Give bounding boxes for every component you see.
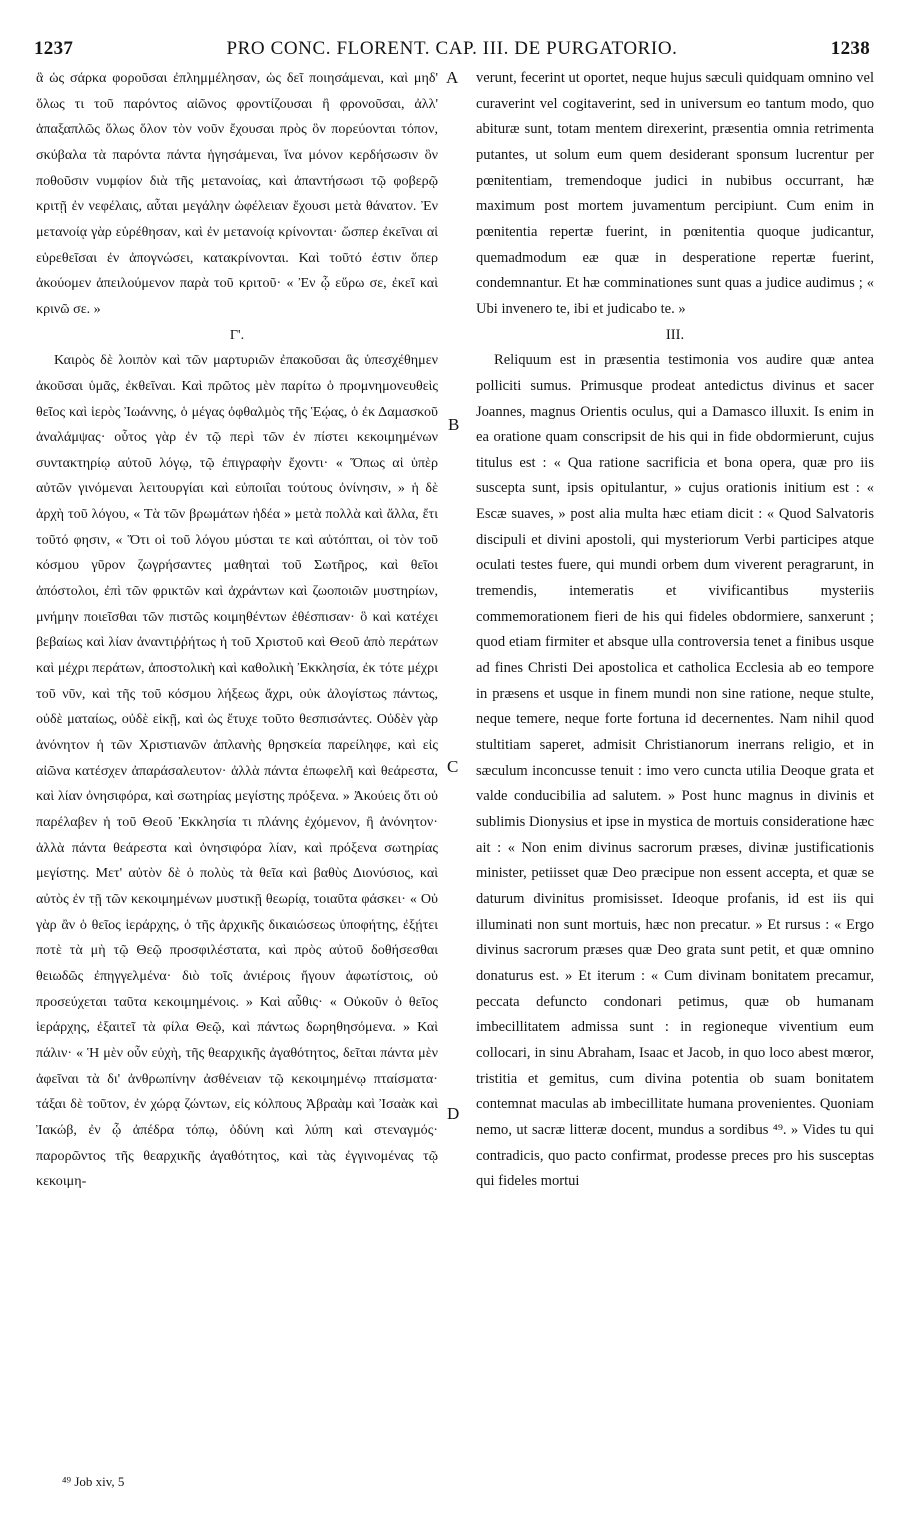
- margin-letter-b: B: [448, 415, 460, 434]
- latin-section-heading: III.: [665, 326, 685, 343]
- page-number-left: 1237: [34, 38, 74, 59]
- margin-letter-d: D: [447, 1104, 460, 1123]
- latin-paragraph-2: Reliquum est in præsentia testimonia vos audire quæ antea polliciti sumus. Primusque prodeat antedictus divinus et sacer Joannes, magnus Orientis oculus, qui a Damasco illuxit. Is enim in ea oratione quam conscripsit de his qui in fide obdormierunt, cujus titulus est : « Qua ratione sacrificia et bona opera, quæ pro iis suscepta sunt, ipsis opitulantur, » cujus orationis initium est : « Escæ suaves, » post alia multa hæc etiam dicit : « Quod Salvatoris discipuli et divini apostoli, qui mysteriorum Verbi participes atque oculati testes fuere, qui mundi orbem dum viverent peragrarunt, in tremendis, intemeratis et vivificantibus mysteriis commemorationem fieri de his qui fideles obdormiere, sanxerunt ; quod etiam firmiter et absque ulla controversia tenet a finibus usque ad fines Christi Dei apostolica et catholica Ecclesia ab eo tempore in præsens et usque in finem mundi non sine ratione, neque stulte, neque temere, neque forte fortuna id decernentes. Nam nihil quod stultitiam saperet, admisit Christianorum inerrans religio, et in sæculum inconcusse tenuit : imo vero cuncta utilia Deoque grata et valde conducibilia ad salutem. » Post hunc magnus in divinis et sublimis Dionysius et ipse in mystica de mortuis consideratione hæc ait : « Non enim divinus sacrorum præses, divinæ justificationis minister, petiisset quæ Deo præcipue non essent accepta, et quæ se daturum divinitus promisisset. Ideoque profanis, id est iis qui illuminati non sunt mortuis, hæc non precatur. » Et rursus : « Ergo divinus sacrorum præses quæ Deo grata sunt petit, et quæ omnino donaturus est. » Et iterum : « Cum divinam bonitatem precamur, peccata defuncto condonari petimus, quæ ob humanam imbecillitatem admissa sunt : in regioneque viventium eum collocari, in sinu Abraham, Isaac et Jacob, in quo loco abest mœror, tristitia et gemitus, cum divina potentia ob suam bonitatem contemnat maculas ab imbecillitate humana provenientes. Quoniam nemo, ut sacræ litteræ docent, mundus a sordibus ⁴⁹. » Vides tu qui contradicis, quo pacto confirmat, prodesse preces pro his susceptas qui fideles mortui: [476, 352, 874, 1190]
- greek-column: [36, 66, 438, 1195]
- greek-paragraph-2: Καιρὸς δὲ λοιπὸν καὶ τῶν μαρτυριῶν ἐπακοῦσαι ἃς ὑπεσχέθημεν ἀκοῦσαι ὑμᾶς, ἐκθεῖναι. Καὶ πρῶτος μὲν παρίτω ὁ προμνημονευθεὶς θεῖος καὶ ἱερὸς Ἰωάννης, ὁ μέγας ὀφθαλμὸς τῆς Ἑῴας, ὁ ἐκ Δαμασκοῦ ἀναλάμψας· οὗτος γὰρ ἐν τῷ περὶ τῶν ἐν πίστει κεκοιμημένων συντακτηρίῳ αὐτοῦ λόγῳ, τῷ ἐπιγραφὴν ἔχοντι· « Ὅπως αἱ ὑπὲρ αὐτῶν γινόμεναι λειτουργίαι καὶ εὐποιΐαι τούτους ὀνίνησιν, » ἡ δὲ ἀρχὴ τοῦ λόγου, « Τὰ τῶν βρωμάτων ἡδέα » μετὰ πολλὰ καὶ ἄλλα, ἔτι τοῦτό φησιν, « Ὅτι οἱ τοῦ λόγου μύσται τε καὶ αὐτόπται, οἱ τὸν τοῦ κόσμου γῦρον ζωγρήσαντες μαθηταὶ τοῦ Σωτῆρος, καὶ θεῖοι ἀπόστολοι, ἐπὶ τῶν φρικτῶν καὶ ἀχράντων καὶ ζωοποιῶν μυστηρίων, μνήμην ποιεῖσθαι τῶν πιστῶς κοιμηθέντων ἐθέσπισαν· ὃ καὶ κατέχει βεβαίως καὶ λίαν ἀναντιῤῥήτως ἡ τοῦ Χριστοῦ καὶ Θεοῦ ἀπὸ περάτων καὶ μέχρι περάτων, ἀποστολικὴ καὶ καθολικὴ Ἐκκλησία, ἐκ τότε μέχρι τοῦ νῦν, καὶ τῆς τοῦ κόσμου λήξεως ἄχρι, οὐκ ἀλογίστως πάντως, οὐδὲ ματαίως, οὐδὲ εἰκῇ, καὶ ὡς ἔτυχε τοῦτο θεσπισάντες. Οὐδὲν γὰρ ἀνόνητον ἡ τῶν Χριστιανῶν ἀπλανὴς θρησκεία παρείληφε, καὶ εἰς αἰῶνα κατέσχεν ἀπαράσαλευτον· ἀλλὰ πάντα ἐπωφελῆ καὶ θεάρεστα, καὶ λίαν ὀνησιφόρα, καὶ σωτηρίας μεγίστης πρόξενα. » Ἀκούεις ὅτι οὐ παρέλαβεν ἡ τοῦ Θεοῦ Ἐκκλησία τι πλάνης ἐχόμενον, ἢ ἀνόνητον· ἀλλὰ πάντα θεάρεστα καὶ ὀνησιφόρα λίαν, καὶ πρόξενα σωτηρίας μεγίστης. Μετ' αὐτὸν δὲ ὁ πολὺς τὰ θεῖα καὶ βαθὺς Διονύσιος, καὶ αὐτὸς ἐν τῇ τῶν κεκοιμημένων μυστικῇ θεωρίᾳ, τοιαῦτα φάσκει· « Οὐ γὰρ ἂν ὁ θεῖος ἱεράρχης, ὁ τῆς ἀρχικῆς δικαιώσεως ὑποφήτης, ἐξῄτει ποτὲ τὰ μὴ τῷ Θεῷ προσφιλέστατα, καὶ πρὸς αὐτοῦ δοθήσεσθαι θειωδῶς ἐπηγγελμένα· διὸ τοῖς ἀνιέροις ἤγουν ἀφωτίστοις, οὐ προσεύχεται ταῦτα κεκοιμημένοις. » Καὶ αὖθις· « Οὐκοῦν ὁ θεῖος ἱεράρχης, ἐξαιτεῖ τὰ φίλα Θεῷ, καὶ πάντως δωρηθησόμενα. » Καὶ πάλιν· « Ἡ μὲν οὖν εὐχὴ, τῆς θεαρχικῆς ἀγαθότητος, δεῖται πάντα μὲν ἀφεῖναι τὰ δι' ἀνθρωπίνην ἀσθένειαν τῷ κεκοιμημένῳ πταίσματα· τάξαι δὲ τοῦτον, ἐν χώρᾳ ζώντων, εἰς κόλπους Ἀβραὰμ καὶ Ἰσαὰκ καὶ Ἰακώβ, ἐν ᾧ ἀπέδρα τόπῳ, ὀδύνη καὶ λύπη καὶ στεναγμός· παρορῶντος τῆς θεαρχικῆς ἀγαθότητος, καὶ τὰς ἐγγινομένας τῷ κεκοιμη-: [36, 352, 438, 1190]
- latin-column: [476, 66, 874, 1195]
- footnote: ⁴⁹ Job xiv, 5: [62, 1474, 125, 1489]
- margin-letter-c: C: [447, 757, 459, 776]
- running-header: [34, 34, 870, 64]
- margin-letter-a: A: [446, 68, 459, 87]
- greek-section-heading: Γ'.: [229, 326, 245, 343]
- running-title: PRO CONC. FLORENT. CAP. III. DE PURGATORIO.: [226, 38, 678, 59]
- page-number-right: 1238: [830, 38, 870, 59]
- greek-paragraph-1: ἃ ὡς σάρκα φοροῦσαι ἐπλημμέλησαν, ὡς δεῖ ποιησάμεναι, καὶ μηδ' ὅλως τι τοῦ παρόντος αἰῶνος φροντίζουσαι ἢ φρονοῦσαι, ἀλλ' ἁπαξαπλῶς ὅλως ὅλον τὸν νοῦν ἔχουσαι πρὸς ὃν πορεύονται τόπον, σκύβαλα τὰ παρόντα πάντα ἡγησάμεναι, ἵνα μόνον κερδήσωσιν ὃν ποθοῦσιν νυμφίον διὰ τῆς μετανοίας, καὶ ἀπαντήσωσι τῷ φοβερῷ κριτῇ ἐν νεφέλαις, αὗται μεγάλην ὠφέλειαν ἔχουσι μετὰ θάνατον. Ἐν μετανοίᾳ γὰρ εὑρέθησαν, καὶ ἐν μετανοίᾳ κρίνονται· ὥσπερ ἐκεῖναι αἱ εὑρεθεῖσαι ἐν ἀπογνώσει, κατακρίνονται. Καὶ τοῦτό ἐστιν ὅπερ ἀκούομεν ἀπειλούμενον παρὰ τοῦ κριτοῦ· « Ἐν ᾧ εὕρω σε, ἐκεῖ καὶ κρινῶ σε. »: [36, 70, 438, 317]
- latin-paragraph-1: verunt, fecerint ut oportet, neque hujus sæculi quidquam omnino vel curaverint vel cogitaverint, sed in universum eo tantum modo, quo abituræ sunt, totam mentem direxerint, præsentia omnia retrimenta putantes, ut solum eum quem desiderant sponsum lucrentur per pœnitentiam, tremendoque judici in nubibus occurrant, hæ maximum post mortem juvamentum percipiunt. Cum enim in pœnitentia repertæ fuerint, in pœnitentia quoque judicantur, quemadmodum eæ quæ in desperatione repertæ fuerint, condemnantur. Et hæ comminationes sunt quas a judice audimus ; « Ubi invenero te, ibi et judicabo te. »: [476, 70, 874, 317]
